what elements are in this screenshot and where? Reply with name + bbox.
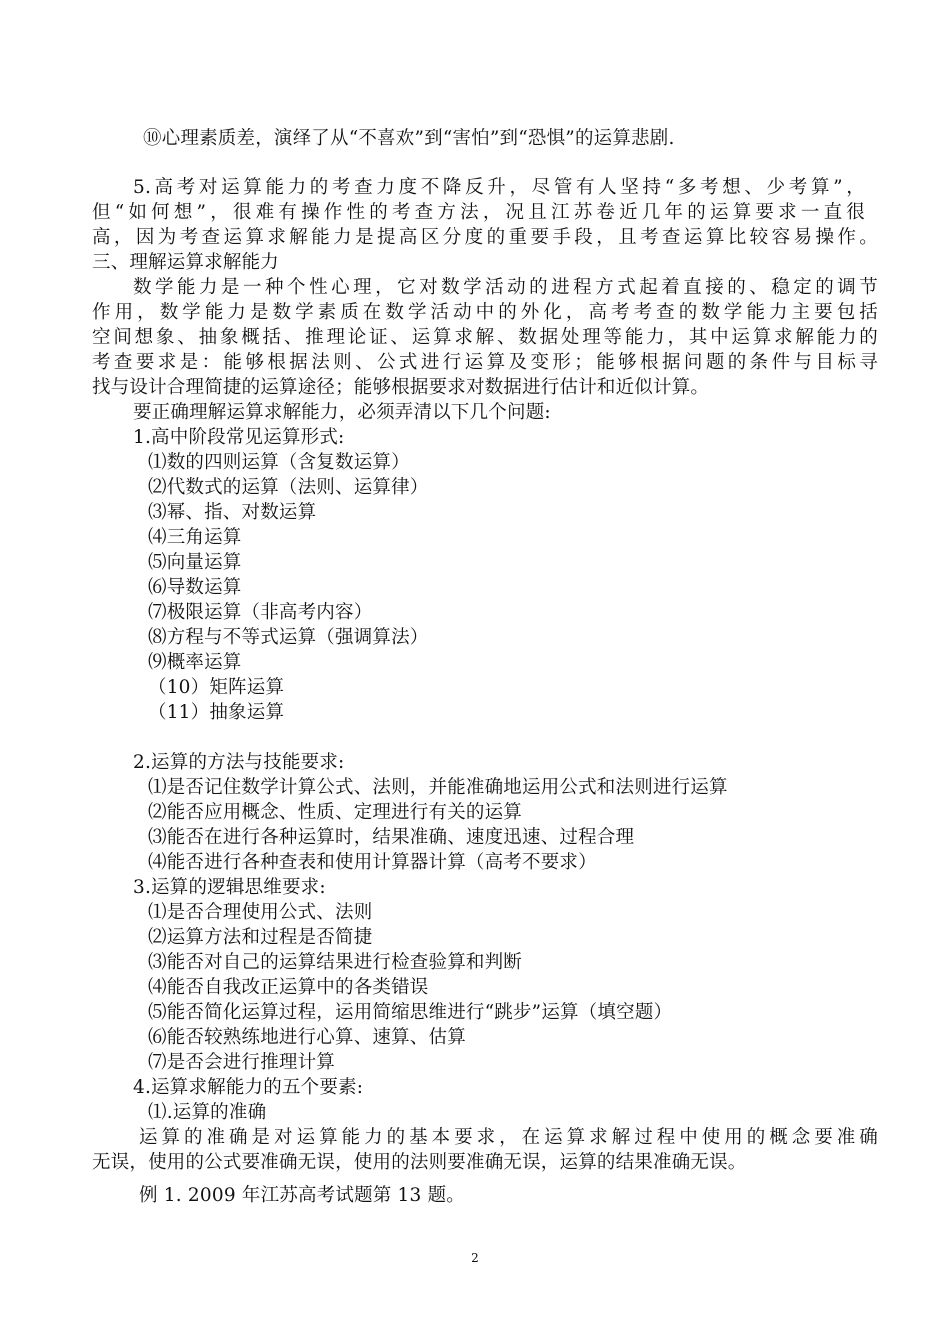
paragraph-ability-line-3: 空间想象、抽象概括、推理论证、运算求解、数据处理等能力，其中运算求解能力的 — [92, 327, 878, 348]
list-1-item-4: ⑷三角运算 — [148, 527, 242, 548]
list-1-item-9: ⑼概率运算 — [148, 652, 242, 673]
list-1-item-5: ⑸向量运算 — [148, 552, 242, 573]
list-3-item-3: ⑶能否对自己的运算结果进行检查验算和判断 — [148, 952, 523, 973]
list-1-item-11: （11）抽象运算 — [148, 702, 285, 723]
paragraph-5-line-3: 高，因为考查运算求解能力是提高区分度的重要手段，且考查运算比较容易操作。 — [92, 227, 878, 248]
list-2-item-4: ⑷能否进行各种查表和使用计算器计算（高考不要求） — [148, 852, 597, 873]
list-1-item-1: ⑴数的四则运算（含复数运算） — [148, 452, 410, 473]
list-3-item-4: ⑷能否自我改正运算中的各类错误 — [148, 977, 429, 998]
list-3-item-6: ⑹能否较熟练地进行心算、速算、估算 — [148, 1027, 466, 1048]
heading-2: 2.运算的方法与技能要求: — [133, 752, 345, 773]
paragraph-ability-line-1: 数学能力是一种个性心理，它对数学活动的进程方式起着直接的、稳定的调节 — [133, 277, 878, 298]
heading-4: 4.运算求解能力的五个要素: — [133, 1077, 364, 1098]
subheading-accuracy: ⑴.运算的准确 — [148, 1102, 267, 1123]
section-heading-3: 三、理解运算求解能力 — [92, 252, 280, 273]
example-1-line: 例 1. 2009 年江苏高考试题第 13 题。 — [139, 1185, 465, 1206]
list-1-item-10: （10）矩阵运算 — [148, 677, 285, 698]
list-2-item-1: ⑴是否记住数学计算公式、法则，并能准确地运用公式和法则进行运算 — [148, 777, 728, 798]
paragraph-5-line-2: 但“如何想”，很难有操作性的考查方法，况且江苏卷近几年的运算要求一直很 — [92, 202, 865, 223]
list-3-item-5: ⑸能否简化运算过程，运用简缩思维进行“跳步”运算（填空题） — [148, 1002, 673, 1023]
list-1-item-7: ⑺极限运算（非高考内容） — [148, 602, 373, 623]
list-1-item-8: ⑻方程与不等式运算（强调算法） — [148, 627, 429, 648]
paragraph-5-line-1: 5.高考对运算能力的考查力度不降反升，尽管有人坚持“多考想、少考算”， — [133, 177, 865, 198]
list-3-item-2: ⑵运算方法和过程是否简捷 — [148, 927, 373, 948]
item-10-line: ⑩心理素质差，演绎了从“不喜欢”到“害怕”到“恐惧”的运算悲剧. — [143, 128, 675, 149]
paragraph-ability-line-2: 作用，数学能力是数学素质在数学活动中的外化，高考考查的数学能力主要包括 — [92, 302, 878, 323]
heading-3: 3.运算的逻辑思维要求: — [133, 877, 326, 898]
list-1-item-6: ⑹导数运算 — [148, 577, 242, 598]
paragraph-accuracy-line-2: 无误，使用的公式要准确无误，使用的法则要准确无误，运算的结果准确无误。 — [92, 1152, 747, 1173]
paragraph-accuracy-line-1: 运算的准确是对运算能力的基本要求，在运算求解过程中使用的概念要准确 — [139, 1127, 878, 1148]
list-1-item-2: ⑵代数式的运算（法则、运算律） — [148, 477, 429, 498]
heading-1: 1.高中阶段常见运算形式: — [133, 427, 345, 448]
paragraph-ability-line-4: 考查要求是：能够根据法则、公式进行运算及变形；能够根据问题的条件与目标寻 — [92, 352, 878, 373]
list-3-item-1: ⑴是否合理使用公式、法则 — [148, 902, 373, 923]
list-2-item-2: ⑵能否应用概念、性质、定理进行有关的运算 — [148, 802, 523, 823]
intro-line: 要正确理解运算求解能力，必须弄清以下几个问题: — [133, 402, 551, 423]
page-number: 2 — [471, 1251, 479, 1265]
list-1-item-3: ⑶幂、指、对数运算 — [148, 502, 317, 523]
list-2-item-3: ⑶能否在进行各种运算时，结果准确、速度迅速、过程合理 — [148, 827, 635, 848]
paragraph-ability-line-5: 找与设计合理简捷的运算途径；能够根据要求对数据进行估计和近似计算。 — [92, 377, 710, 398]
list-3-item-7: ⑺是否会进行推理计算 — [148, 1052, 336, 1073]
